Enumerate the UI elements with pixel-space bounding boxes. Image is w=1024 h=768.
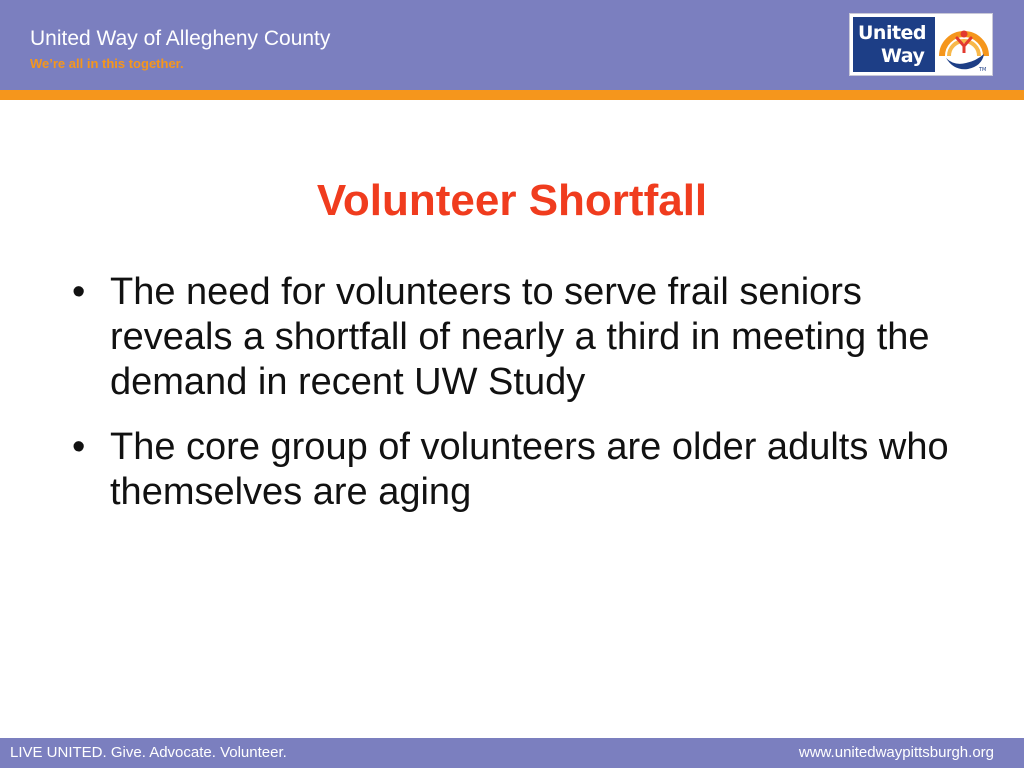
accent-bar [0, 90, 1024, 100]
bullet-item [72, 425, 972, 515]
bullet-text: The core group of volunteers are older adults who themselves are aging [110, 426, 949, 513]
bullet-marker: • [72, 426, 86, 468]
logo-wordmark-box [853, 17, 935, 72]
logo-word-united: United [858, 22, 927, 44]
org-name: United Way of Allegheny County [30, 27, 331, 50]
logo-mark-icon [938, 16, 990, 73]
footer-slogan: LIVE UNITED. Give. Advocate. Volunteer. [10, 744, 287, 761]
logo-word-way: Way [881, 45, 925, 67]
logo-trademark: TM [979, 67, 987, 73]
footer-website-link[interactable]: www.unitedwaypittsburgh.org [798, 744, 994, 761]
footer-bar [0, 738, 1024, 768]
united-way-logo [849, 13, 993, 76]
slide-title: Volunteer Shortfall [316, 176, 708, 225]
bullet-item [72, 270, 972, 405]
header-bar [0, 0, 1024, 90]
bullet-marker: • [72, 271, 86, 313]
tagline: We’re all in this together. [30, 56, 184, 71]
bullet-list [72, 270, 972, 535]
bullet-text: The need for volunteers to serve frail seniors reveals a shortfall of nearly a third in meeting the demand in recent UW Study [110, 271, 930, 403]
